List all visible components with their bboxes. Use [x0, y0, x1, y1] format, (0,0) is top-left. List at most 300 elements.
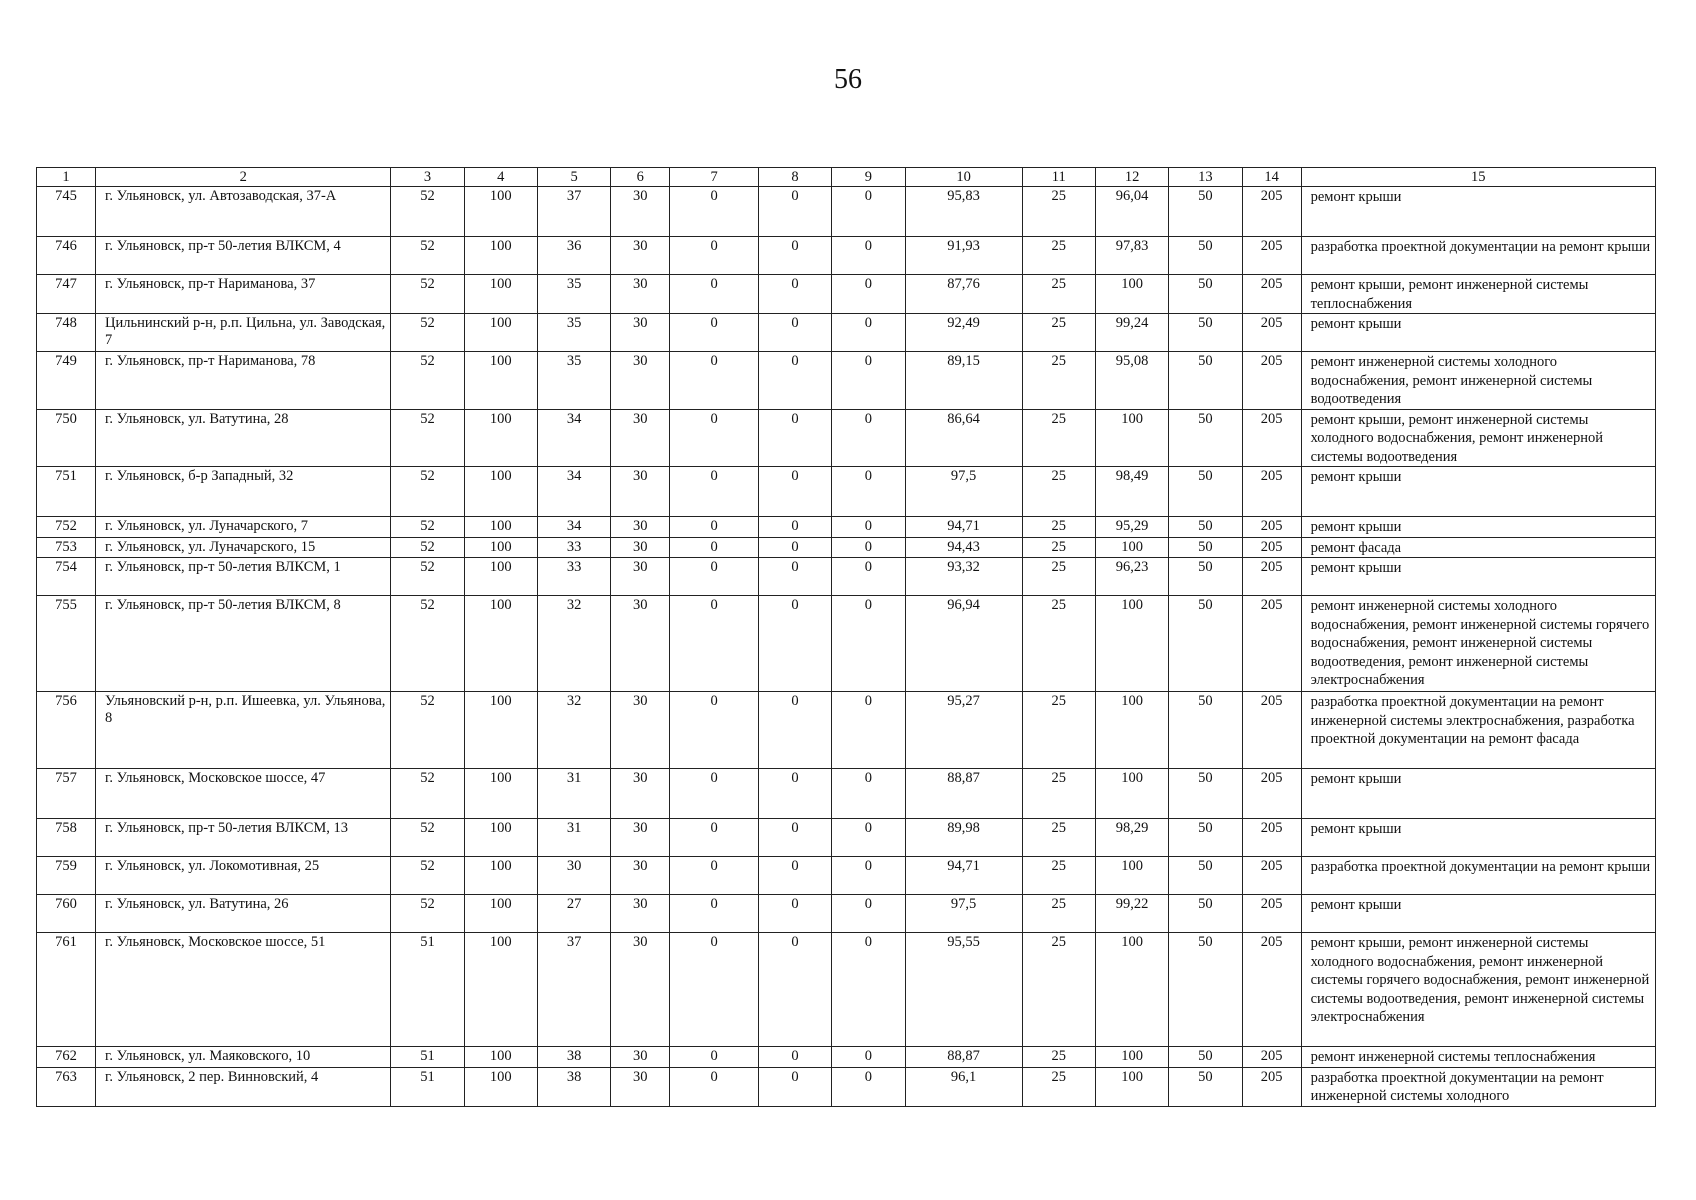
work-type-cell: ремонт крыши: [1301, 314, 1655, 352]
value-cell: 88,87: [905, 769, 1022, 819]
work-type-cell: разработка проектной документации на ремонт крыши: [1301, 857, 1655, 895]
value-cell: 30: [611, 895, 670, 933]
address-cell: г. Ульяновск, пр-т 50-летия ВЛКСМ, 8: [96, 596, 391, 692]
value-cell: 100: [464, 769, 537, 819]
value-cell: 25: [1022, 895, 1095, 933]
row-number-cell: 754: [37, 558, 96, 596]
value-cell: 25: [1022, 314, 1095, 352]
value-cell: 0: [758, 769, 831, 819]
value-cell: 100: [464, 517, 537, 538]
value-cell: 100: [464, 467, 537, 517]
value-cell: 31: [537, 819, 610, 857]
row-number-cell: 758: [37, 819, 96, 857]
value-cell: 205: [1242, 314, 1301, 352]
value-cell: 205: [1242, 819, 1301, 857]
column-header: 6: [611, 168, 670, 187]
value-cell: 0: [832, 352, 905, 410]
value-cell: 100: [464, 187, 537, 237]
value-cell: 94,71: [905, 857, 1022, 895]
value-cell: 205: [1242, 692, 1301, 769]
value-cell: 98,49: [1095, 467, 1168, 517]
value-cell: 96,23: [1095, 558, 1168, 596]
table-row: [37, 692, 1656, 769]
value-cell: 30: [611, 692, 670, 769]
value-cell: 50: [1169, 237, 1242, 275]
value-cell: 50: [1169, 537, 1242, 558]
value-cell: 0: [670, 187, 759, 237]
value-cell: 96,94: [905, 596, 1022, 692]
value-cell: 97,5: [905, 895, 1022, 933]
value-cell: 100: [1095, 1067, 1168, 1106]
value-cell: 0: [758, 857, 831, 895]
address-cell: г. Ульяновск, ул. Автозаводская, 37-А: [96, 187, 391, 237]
value-cell: 52: [391, 819, 464, 857]
value-cell: 0: [758, 933, 831, 1047]
value-cell: 30: [611, 537, 670, 558]
table-row: [37, 1047, 1656, 1068]
value-cell: 50: [1169, 352, 1242, 410]
work-type-cell: ремонт крыши: [1301, 467, 1655, 517]
value-cell: 25: [1022, 537, 1095, 558]
column-header: 12: [1095, 168, 1168, 187]
value-cell: 0: [832, 537, 905, 558]
table-row: [37, 819, 1656, 857]
work-type-cell: ремонт крыши: [1301, 558, 1655, 596]
value-cell: 95,27: [905, 692, 1022, 769]
row-number-cell: 756: [37, 692, 96, 769]
value-cell: 0: [758, 895, 831, 933]
value-cell: 205: [1242, 537, 1301, 558]
address-cell: г. Ульяновск, б-р Западный, 32: [96, 467, 391, 517]
address-cell: г. Ульяновск, ул. Ватутина, 28: [96, 409, 391, 467]
value-cell: 30: [611, 517, 670, 538]
value-cell: 30: [611, 933, 670, 1047]
value-cell: 25: [1022, 187, 1095, 237]
value-cell: 30: [611, 1047, 670, 1068]
value-cell: 0: [832, 692, 905, 769]
work-type-cell: ремонт крыши: [1301, 819, 1655, 857]
column-header: 2: [96, 168, 391, 187]
row-number-cell: 748: [37, 314, 96, 352]
value-cell: 95,83: [905, 187, 1022, 237]
address-cell: г. Ульяновск, ул. Луначарского, 15: [96, 537, 391, 558]
value-cell: 25: [1022, 467, 1095, 517]
value-cell: 0: [758, 352, 831, 410]
value-cell: 100: [1095, 769, 1168, 819]
value-cell: 0: [670, 237, 759, 275]
value-cell: 30: [537, 857, 610, 895]
column-header: 3: [391, 168, 464, 187]
column-header: 14: [1242, 168, 1301, 187]
value-cell: 25: [1022, 819, 1095, 857]
value-cell: 205: [1242, 558, 1301, 596]
value-cell: 99,24: [1095, 314, 1168, 352]
value-cell: 0: [832, 1067, 905, 1106]
value-cell: 95,08: [1095, 352, 1168, 410]
value-cell: 100: [1095, 537, 1168, 558]
value-cell: 50: [1169, 314, 1242, 352]
value-cell: 0: [832, 769, 905, 819]
value-cell: 100: [464, 558, 537, 596]
value-cell: 0: [670, 692, 759, 769]
row-number-cell: 746: [37, 237, 96, 275]
table-row: [37, 314, 1656, 352]
value-cell: 0: [758, 237, 831, 275]
value-cell: 205: [1242, 409, 1301, 467]
value-cell: 93,32: [905, 558, 1022, 596]
value-cell: 50: [1169, 1067, 1242, 1106]
value-cell: 30: [611, 819, 670, 857]
value-cell: 0: [670, 1047, 759, 1068]
value-cell: 205: [1242, 769, 1301, 819]
value-cell: 0: [758, 409, 831, 467]
value-cell: 0: [670, 352, 759, 410]
value-cell: 52: [391, 558, 464, 596]
row-number-cell: 759: [37, 857, 96, 895]
value-cell: 25: [1022, 558, 1095, 596]
value-cell: 94,71: [905, 517, 1022, 538]
value-cell: 100: [464, 1067, 537, 1106]
table-row: [37, 517, 1656, 538]
value-cell: 92,49: [905, 314, 1022, 352]
address-cell: г. Ульяновск, ул. Ватутина, 26: [96, 895, 391, 933]
value-cell: 97,83: [1095, 237, 1168, 275]
table-row: [37, 596, 1656, 692]
value-cell: 0: [832, 467, 905, 517]
value-cell: 95,29: [1095, 517, 1168, 538]
value-cell: 0: [758, 1067, 831, 1106]
row-number-cell: 757: [37, 769, 96, 819]
value-cell: 100: [1095, 596, 1168, 692]
value-cell: 51: [391, 933, 464, 1047]
address-cell: г. Ульяновск, Московское шоссе, 51: [96, 933, 391, 1047]
value-cell: 50: [1169, 819, 1242, 857]
table-row: [37, 933, 1656, 1047]
value-cell: 32: [537, 596, 610, 692]
column-header: 7: [670, 168, 759, 187]
table-row: [37, 558, 1656, 596]
value-cell: 205: [1242, 237, 1301, 275]
row-number-cell: 753: [37, 537, 96, 558]
value-cell: 32: [537, 692, 610, 769]
value-cell: 30: [611, 187, 670, 237]
address-cell: г. Ульяновск, ул. Маяковского, 10: [96, 1047, 391, 1068]
value-cell: 0: [758, 596, 831, 692]
value-cell: 0: [670, 537, 759, 558]
value-cell: 87,76: [905, 275, 1022, 314]
address-cell: г. Ульяновск, пр-т 50-летия ВЛКСМ, 1: [96, 558, 391, 596]
value-cell: 25: [1022, 692, 1095, 769]
value-cell: 100: [464, 352, 537, 410]
table-row: [37, 275, 1656, 314]
work-type-cell: ремонт крыши, ремонт инженерной системы холодного водоснабжения, ремонт инженерной системы горячего водоснабжения, ремонт инженерной системы водоотведения, ремонт инженерной системы электроснабжения: [1301, 933, 1655, 1047]
row-number-cell: 749: [37, 352, 96, 410]
value-cell: 30: [611, 275, 670, 314]
value-cell: 52: [391, 467, 464, 517]
value-cell: 0: [832, 596, 905, 692]
value-cell: 0: [670, 1067, 759, 1106]
table-row: [37, 895, 1656, 933]
value-cell: 0: [670, 467, 759, 517]
value-cell: 52: [391, 275, 464, 314]
value-cell: 52: [391, 352, 464, 410]
value-cell: 50: [1169, 857, 1242, 895]
row-number-cell: 755: [37, 596, 96, 692]
value-cell: 0: [670, 596, 759, 692]
column-header: 11: [1022, 168, 1095, 187]
value-cell: 25: [1022, 409, 1095, 467]
value-cell: 89,98: [905, 819, 1022, 857]
value-cell: 96,04: [1095, 187, 1168, 237]
value-cell: 0: [832, 558, 905, 596]
value-cell: 25: [1022, 596, 1095, 692]
value-cell: 100: [464, 692, 537, 769]
value-cell: 52: [391, 237, 464, 275]
value-cell: 100: [464, 819, 537, 857]
value-cell: 30: [611, 409, 670, 467]
value-cell: 30: [611, 769, 670, 819]
value-cell: 30: [611, 558, 670, 596]
value-cell: 52: [391, 187, 464, 237]
value-cell: 50: [1169, 769, 1242, 819]
work-type-cell: ремонт крыши, ремонт инженерной системы холодного водоснабжения, ремонт инженерной системы водоотведения: [1301, 409, 1655, 467]
value-cell: 100: [1095, 933, 1168, 1047]
work-type-cell: разработка проектной документации на ремонт инженерной системы электроснабжения, разработка проектной документации на ремонт фасада: [1301, 692, 1655, 769]
data-table: [36, 167, 1656, 1107]
value-cell: 35: [537, 275, 610, 314]
value-cell: 51: [391, 1067, 464, 1106]
value-cell: 50: [1169, 467, 1242, 517]
value-cell: 99,22: [1095, 895, 1168, 933]
value-cell: 52: [391, 314, 464, 352]
value-cell: 0: [832, 314, 905, 352]
column-header: 10: [905, 168, 1022, 187]
value-cell: 205: [1242, 352, 1301, 410]
table-body: [37, 187, 1656, 1107]
value-cell: 88,87: [905, 1047, 1022, 1068]
column-header: 8: [758, 168, 831, 187]
value-cell: 25: [1022, 517, 1095, 538]
value-cell: 205: [1242, 895, 1301, 933]
value-cell: 0: [670, 769, 759, 819]
value-cell: 100: [464, 275, 537, 314]
value-cell: 34: [537, 467, 610, 517]
value-cell: 25: [1022, 237, 1095, 275]
value-cell: 0: [832, 517, 905, 538]
value-cell: 100: [1095, 409, 1168, 467]
work-type-cell: ремонт крыши, ремонт инженерной системы теплоснабжения: [1301, 275, 1655, 314]
address-cell: Цильнинский р-н, р.п. Цильна, ул. Заводская, 7: [96, 314, 391, 352]
value-cell: 205: [1242, 857, 1301, 895]
value-cell: 25: [1022, 1047, 1095, 1068]
column-header: 15: [1301, 168, 1655, 187]
value-cell: 50: [1169, 895, 1242, 933]
value-cell: 0: [832, 187, 905, 237]
value-cell: 0: [758, 1047, 831, 1068]
value-cell: 52: [391, 895, 464, 933]
value-cell: 100: [1095, 275, 1168, 314]
value-cell: 205: [1242, 1047, 1301, 1068]
value-cell: 30: [611, 352, 670, 410]
value-cell: 38: [537, 1067, 610, 1106]
value-cell: 33: [537, 558, 610, 596]
value-cell: 0: [670, 409, 759, 467]
value-cell: 27: [537, 895, 610, 933]
value-cell: 100: [464, 237, 537, 275]
value-cell: 50: [1169, 1047, 1242, 1068]
value-cell: 37: [537, 187, 610, 237]
value-cell: 52: [391, 537, 464, 558]
value-cell: 100: [464, 314, 537, 352]
value-cell: 0: [758, 558, 831, 596]
value-cell: 0: [670, 933, 759, 1047]
value-cell: 30: [611, 237, 670, 275]
row-number-cell: 762: [37, 1047, 96, 1068]
value-cell: 51: [391, 1047, 464, 1068]
value-cell: 205: [1242, 933, 1301, 1047]
value-cell: 100: [1095, 857, 1168, 895]
value-cell: 38: [537, 1047, 610, 1068]
work-type-cell: ремонт инженерной системы теплоснабжения: [1301, 1047, 1655, 1068]
value-cell: 50: [1169, 409, 1242, 467]
value-cell: 0: [758, 275, 831, 314]
work-type-cell: разработка проектной документации на ремонт инженерной системы холодного: [1301, 1067, 1655, 1106]
value-cell: 52: [391, 409, 464, 467]
value-cell: 30: [611, 596, 670, 692]
table-row: [37, 537, 1656, 558]
value-cell: 100: [464, 857, 537, 895]
table-row: [37, 352, 1656, 410]
value-cell: 0: [832, 275, 905, 314]
row-number-cell: 750: [37, 409, 96, 467]
value-cell: 89,15: [905, 352, 1022, 410]
value-cell: 52: [391, 857, 464, 895]
value-cell: 0: [758, 819, 831, 857]
value-cell: 100: [1095, 692, 1168, 769]
value-cell: 0: [832, 933, 905, 1047]
value-cell: 0: [758, 537, 831, 558]
value-cell: 205: [1242, 467, 1301, 517]
value-cell: 34: [537, 409, 610, 467]
value-cell: 52: [391, 596, 464, 692]
value-cell: 50: [1169, 275, 1242, 314]
work-type-cell: ремонт фасада: [1301, 537, 1655, 558]
value-cell: 0: [670, 558, 759, 596]
work-type-cell: ремонт крыши: [1301, 769, 1655, 819]
value-cell: 30: [611, 1067, 670, 1106]
row-number-cell: 745: [37, 187, 96, 237]
value-cell: 100: [464, 1047, 537, 1068]
value-cell: 25: [1022, 933, 1095, 1047]
table-row: [37, 1067, 1656, 1106]
value-cell: 98,29: [1095, 819, 1168, 857]
row-number-cell: 747: [37, 275, 96, 314]
table-row: [37, 467, 1656, 517]
row-number-cell: 751: [37, 467, 96, 517]
value-cell: 0: [832, 895, 905, 933]
value-cell: 0: [670, 314, 759, 352]
value-cell: 25: [1022, 857, 1095, 895]
work-type-cell: разработка проектной документации на ремонт крыши: [1301, 237, 1655, 275]
column-header: 1: [37, 168, 96, 187]
address-cell: г. Ульяновск, пр-т 50-летия ВЛКСМ, 13: [96, 819, 391, 857]
table-row: [37, 857, 1656, 895]
value-cell: 0: [832, 1047, 905, 1068]
address-cell: г. Ульяновск, пр-т Нариманова, 78: [96, 352, 391, 410]
value-cell: 100: [1095, 1047, 1168, 1068]
value-cell: 0: [758, 314, 831, 352]
table-row: [37, 409, 1656, 467]
work-type-cell: ремонт крыши: [1301, 895, 1655, 933]
work-type-cell: ремонт инженерной системы холодного водоснабжения, ремонт инженерной системы водоотведения: [1301, 352, 1655, 410]
value-cell: 25: [1022, 352, 1095, 410]
column-header: 5: [537, 168, 610, 187]
work-type-cell: ремонт инженерной системы холодного водоснабжения, ремонт инженерной системы горячего водоснабжения, ремонт инженерной системы водоотведения, ремонт инженерной системы электроснабжения: [1301, 596, 1655, 692]
value-cell: 95,55: [905, 933, 1022, 1047]
value-cell: 205: [1242, 187, 1301, 237]
value-cell: 30: [611, 314, 670, 352]
value-cell: 0: [758, 467, 831, 517]
value-cell: 100: [464, 537, 537, 558]
value-cell: 86,64: [905, 409, 1022, 467]
address-cell: г. Ульяновск, 2 пер. Винновский, 4: [96, 1067, 391, 1106]
value-cell: 50: [1169, 558, 1242, 596]
value-cell: 30: [611, 857, 670, 895]
value-cell: 35: [537, 352, 610, 410]
value-cell: 0: [670, 857, 759, 895]
row-number-cell: 761: [37, 933, 96, 1047]
value-cell: 97,5: [905, 467, 1022, 517]
column-header: 9: [832, 168, 905, 187]
value-cell: 52: [391, 517, 464, 538]
table-row: [37, 187, 1656, 237]
value-cell: 0: [670, 517, 759, 538]
table-row: [37, 769, 1656, 819]
value-cell: 37: [537, 933, 610, 1047]
address-cell: г. Ульяновск, ул. Локомотивная, 25: [96, 857, 391, 895]
address-cell: г. Ульяновск, Московское шоссе, 47: [96, 769, 391, 819]
column-header: 13: [1169, 168, 1242, 187]
value-cell: 25: [1022, 275, 1095, 314]
page-number: 56: [834, 64, 862, 95]
value-cell: 0: [670, 819, 759, 857]
table-row: [37, 237, 1656, 275]
value-cell: 100: [464, 895, 537, 933]
value-cell: 0: [758, 517, 831, 538]
value-cell: 96,1: [905, 1067, 1022, 1106]
column-header: 4: [464, 168, 537, 187]
value-cell: 0: [758, 692, 831, 769]
row-number-cell: 752: [37, 517, 96, 538]
value-cell: 0: [670, 895, 759, 933]
value-cell: 35: [537, 314, 610, 352]
address-cell: г. Ульяновск, пр-т 50-летия ВЛКСМ, 4: [96, 237, 391, 275]
value-cell: 205: [1242, 517, 1301, 538]
value-cell: 50: [1169, 596, 1242, 692]
header-row: [37, 168, 1656, 187]
address-cell: Ульяновский р-н, р.п. Ишеевка, ул. Ульянова, 8: [96, 692, 391, 769]
value-cell: 50: [1169, 187, 1242, 237]
value-cell: 50: [1169, 692, 1242, 769]
address-cell: г. Ульяновск, ул. Луначарского, 7: [96, 517, 391, 538]
value-cell: 94,43: [905, 537, 1022, 558]
value-cell: 91,93: [905, 237, 1022, 275]
value-cell: 36: [537, 237, 610, 275]
value-cell: 0: [832, 409, 905, 467]
value-cell: 205: [1242, 1067, 1301, 1106]
value-cell: 0: [832, 237, 905, 275]
value-cell: 52: [391, 769, 464, 819]
